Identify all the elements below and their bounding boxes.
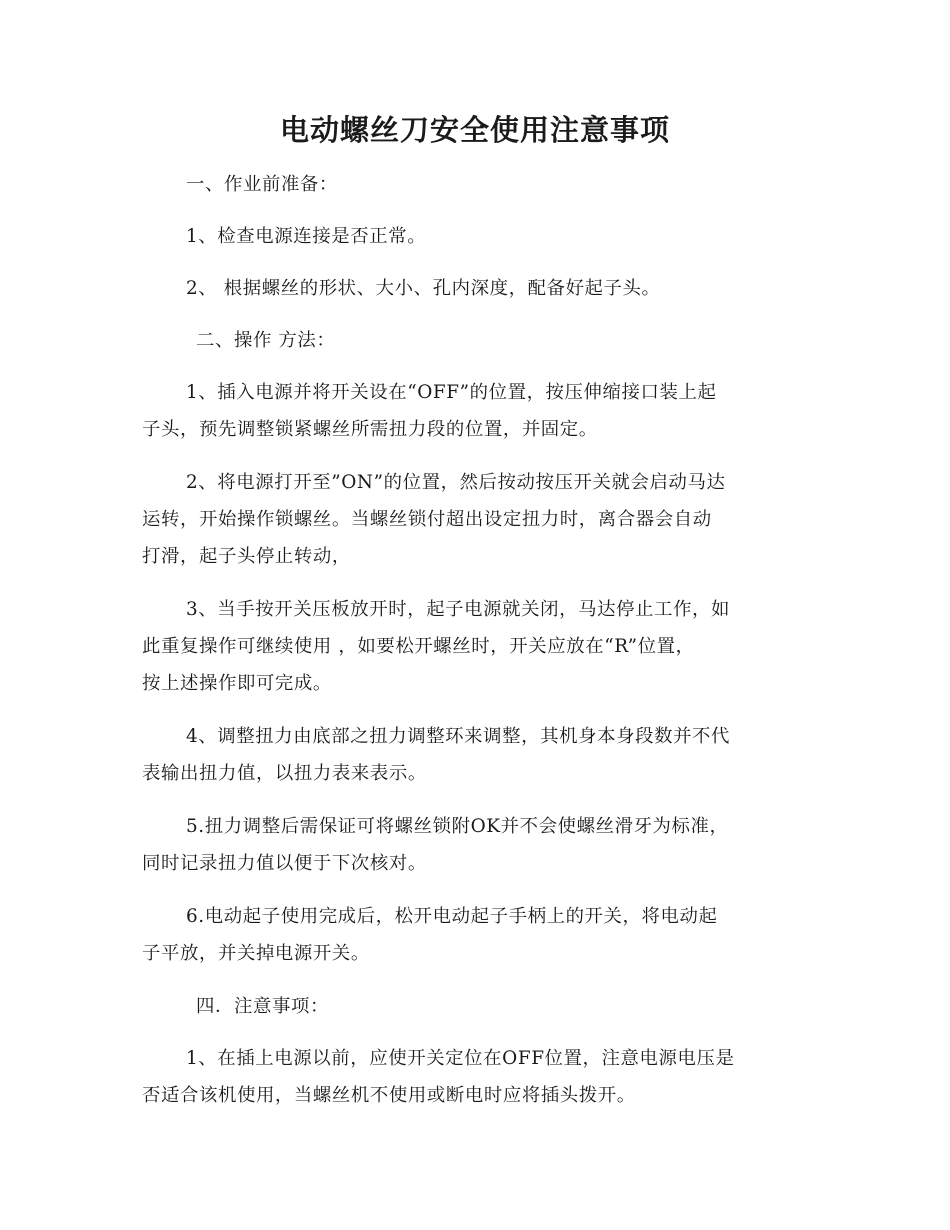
paragraph-operation-5	[142, 808, 808, 882]
paragraph-line: 6.电动起子使用完成后，松开电动起子手柄上的开关，将电动起	[186, 906, 718, 927]
section-heading-text: 一、作业前准备：	[186, 174, 338, 195]
document-title: 电动螺丝刀安全使用注意事项	[279, 113, 670, 147]
paragraph-operation-4	[142, 718, 808, 792]
paragraph-line: 5.扭力调整后需保证可将螺丝锁附OK并不会使螺丝滑牙为标准，	[186, 816, 729, 837]
paragraph-bit-selection	[142, 270, 808, 307]
paragraph-line: 同时记录扭力值以便于下次核对。	[142, 853, 427, 874]
section-heading-operation	[142, 322, 808, 359]
paragraph-precaution-1	[142, 1040, 808, 1114]
paragraph-operation-3	[142, 591, 808, 702]
paragraph-line: 2、将电源打开至”ON”的位置，然后按动按压开关就会启动马达	[186, 472, 726, 493]
paragraph-line: 3、当手按开关压板放开时，起子电源就关闭，马达停止工作，如	[186, 599, 731, 620]
paragraph-line: 表输出扭力值，以扭力表来表示。	[142, 763, 427, 784]
section-heading-precautions	[142, 988, 808, 1025]
paragraph-line: 打滑，起子头停止转动，	[142, 546, 351, 567]
paragraph-line: 此重复操作可继续使用 ，如要松开螺丝时，开关应放在“R”位置，	[142, 636, 695, 657]
paragraph-line: 1、插入电源并将开关设在“OFF”的位置，按压伸缩接口装上起	[186, 382, 717, 403]
paragraph-line: 子平放，并关掉电源开关。	[142, 943, 370, 964]
paragraph-line: 1、检查电源连接是否正常。	[186, 226, 427, 247]
paragraph-line: 运转，开始操作锁螺丝。当螺丝锁付超出设定扭力时，离合器会自动	[142, 509, 712, 530]
section-heading-text: 四．注意事项：	[196, 996, 329, 1017]
paragraph-operation-2	[142, 464, 808, 575]
paragraph-operation-1	[142, 374, 808, 448]
paragraph-line: 4、调整扭力由底部之扭力调整环来调整，其机身本身段数并不代	[186, 726, 731, 747]
paragraph-operation-6	[142, 898, 808, 972]
paragraph-line: 2、 根据螺丝的形状、大小、孔内深度，配备好起子头。	[186, 278, 661, 299]
paragraph-line: 子头，预先调整锁紧螺丝所需扭力段的位置，并固定。	[142, 419, 598, 440]
paragraph-check-power	[142, 218, 808, 255]
paragraph-line: 按上述操作即可完成。	[142, 673, 332, 694]
section-heading-preparation	[142, 166, 808, 203]
paragraph-line: 1、在插上电源以前，应使开关定位在OFF位置，注意电源电压是	[186, 1048, 735, 1069]
section-heading-text: 二、操作 方法：	[196, 330, 336, 351]
paragraph-line: 否适合该机使用，当螺丝机不使用或断电时应将插头拨开。	[142, 1085, 636, 1106]
